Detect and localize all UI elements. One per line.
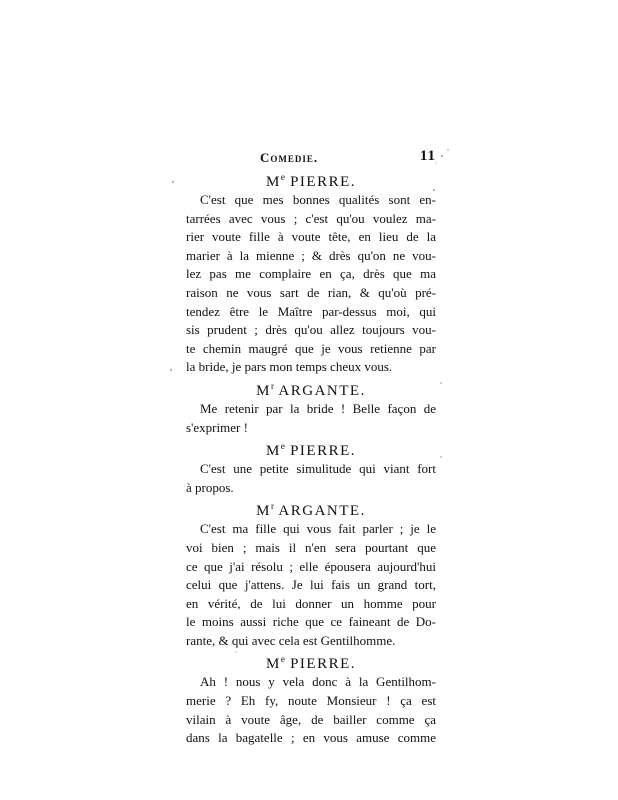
text-line: ce que j'ai résolu ; elle épousera aujourd'hui [186,558,436,574]
speaker-heading: Me PIERRE. [265,441,357,460]
page-text-block [186,148,436,748]
speaker-heading: Me PIERRE. [265,654,357,673]
speaker-heading: Me PIERRE. [265,172,357,190]
speaker-heading: $M^r$ ARGANTE. [256,501,366,520]
text-line: dans la bagatelle ; en vous amuse comme [186,730,436,746]
text-line: à propos. [186,479,234,495]
text-line: marier à la mienne ; & drès qu'on ne vou- [186,247,436,263]
page-number: 11 [419,148,436,164]
text-line: sis prudent ; drès qu'ou allez toujours vou- [186,322,436,338]
text-line: la bride, je pars mon temps cheux vous. [186,359,393,375]
text-line: C'est ma fille qui vous fait parler ; je le [200,521,436,537]
text-line: rante, & qui avec cela est Gentilhomme. [186,632,396,648]
text-line: C'est que mes bonnes qualités sont en- [200,192,436,207]
text-line: en vérité, de lui donner un homme pour [186,595,436,611]
text-line: C'est une petite simulitude qui viant fort [200,461,436,477]
text-line: raison ne vous sart de rian, & qu'où pré- [186,284,436,300]
text-line: Me retenir par la bride ! Belle façon de [200,400,436,416]
running-title: Comedie. [260,150,319,165]
text-line: Ah ! nous y vela donc à la Gentilhom- [200,674,436,690]
text-line: vilain à voute âge, de bailler comme ça [186,711,436,727]
text-line: voi bien ; mais il n'en sera pourtant que [186,539,436,555]
text-line: celui que j'attens. Je lui fais un grand tort, [186,577,436,593]
text-line: te chemin maugré que je vous retienne par [186,340,436,356]
text-line: le moins aussi riche que ce faineant de Do- [186,614,436,630]
text-line: merie ? Eh fy, noute Monsieur ! ça est [186,693,436,709]
text-line: lez pas me complaire en ça, drès que ma [186,266,436,282]
text-line: s'exprimer ! [186,419,248,435]
text-line: rier voute fille à voute tête, en lieu de la [186,229,436,245]
text-line: tendez être le Maître par-dessus moi, qui [186,303,436,319]
speaker-heading: $M^r$ ARGANTE. [256,380,366,399]
running-header [186,148,436,168]
text-line: tarrées avec vous ; c'est qu'ou voulez ma- [186,210,436,226]
